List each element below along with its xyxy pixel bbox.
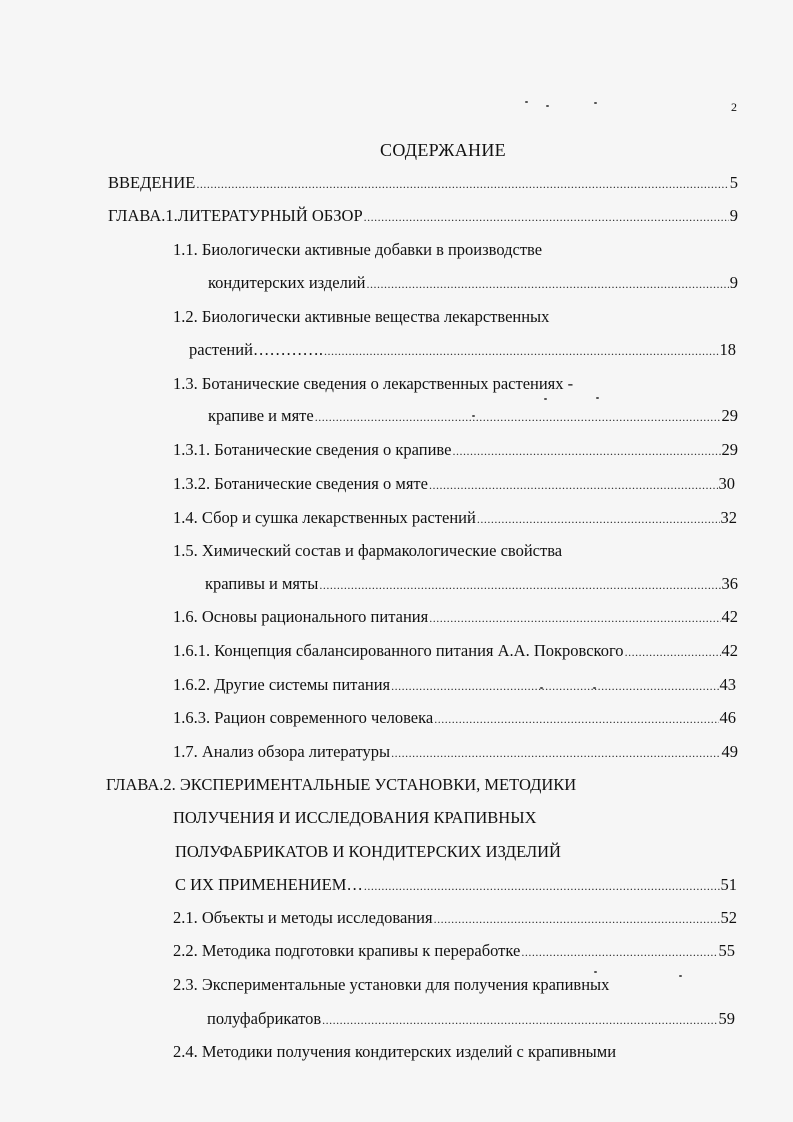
leader-dots (452, 441, 720, 461)
toc-entry-page: 9 (729, 273, 738, 292)
toc-entry-label: ГЛАВА.1.ЛИТЕРАТУРНЫЙ ОБЗОР (108, 206, 363, 225)
toc-entry-page: 46 (719, 708, 736, 727)
toc-entry-label-line: 1.2. Биологически активные вещества лекарственных (173, 307, 550, 326)
leader-dots (391, 676, 718, 696)
scan-speck (540, 687, 543, 689)
toc-entry-label-line: 1.3. Ботанические сведения о лекарственных растениях - (173, 374, 574, 393)
toc-entry[interactable] (189, 340, 736, 361)
toc-entry-page: 52 (720, 908, 737, 927)
toc-entry-label-line: ГЛАВА.2. ЭКСПЕРИМЕНТАЛЬНЫЕ УСТАНОВКИ, МЕТОДИКИ (106, 775, 577, 794)
toc-entry-page: 43 (719, 675, 736, 694)
toc-entry-page: 42 (721, 607, 738, 626)
toc-entry-page: 59 (718, 1009, 735, 1028)
leader-dots (434, 909, 720, 929)
toc-entry[interactable] (173, 708, 736, 729)
toc-entry-label: 1.6. Основы рационального питания (173, 607, 429, 626)
toc-entry-page: 18 (719, 340, 736, 359)
toc-entry[interactable] (205, 574, 738, 595)
leader-dots (429, 608, 720, 628)
leader-dots (366, 274, 728, 294)
toc-entry-label-line: 2.4. Методики получения кондитерских изделий с крапивными (173, 1042, 617, 1061)
toc-entry-label-line: ПОЛУФАБРИКАТОВ И КОНДИТЕРСКИХ ИЗДЕЛИЙ (175, 842, 561, 861)
leader-dots (477, 509, 720, 529)
toc-entry-page: 51 (720, 875, 737, 894)
scan-speck (596, 397, 599, 399)
toc-entry-page: 42 (721, 641, 738, 660)
toc-entry[interactable] (173, 607, 738, 628)
toc-entry-label: крапивы и мяты (205, 574, 319, 593)
scan-speck (546, 105, 549, 107)
toc-entry[interactable] (173, 641, 738, 662)
toc-entry[interactable] (173, 675, 736, 696)
toc-entry-page: 29 (721, 406, 738, 425)
scan-speck (544, 398, 547, 400)
leader-dots (315, 407, 721, 427)
toc-entry-page: 36 (721, 574, 738, 593)
toc-entry-page: 30 (718, 474, 735, 493)
toc-entry-label: 1.6.3. Рацион современного человека (173, 708, 434, 727)
scan-speck (594, 102, 597, 104)
toc-entry-label: 1.6.1. Концепция сбалансированного питания А.А. Покровского (173, 641, 624, 660)
toc-entry-label: 2.1. Объекты и методы исследования (173, 908, 433, 927)
leader-dots (364, 876, 720, 896)
toc-entry-label-line: ПОЛУЧЕНИЯ И ИССЛЕДОВАНИЯ КРАПИВНЫХ (173, 808, 537, 827)
leader-dots (319, 575, 720, 595)
toc-entry[interactable] (175, 875, 737, 896)
toc-entry-label: крапиве и мяте (208, 406, 314, 425)
toc-entry-label-line: 2.3. Экспериментальные установки для получения крапивных (173, 975, 610, 994)
toc-entry[interactable] (173, 908, 737, 929)
page-number: 2 (731, 100, 737, 114)
scan-speck (594, 971, 597, 973)
toc-entry[interactable] (207, 1009, 735, 1030)
toc-entry[interactable] (173, 474, 735, 495)
leader-dots (625, 642, 721, 662)
toc-entry-label: полуфабрикатов (207, 1009, 322, 1028)
toc-entry-label: 1.4. Сбор и сушка лекарственных растений (173, 508, 476, 527)
toc-entry[interactable] (108, 206, 738, 227)
leader-dots (322, 1010, 717, 1030)
toc-entry-page: 32 (720, 508, 737, 527)
scan-speck (472, 415, 475, 417)
toc-entry-label: растений…………. (189, 340, 324, 359)
toc-entry-label-line: 1.1. Биологически активные добавки в производстве (173, 240, 543, 259)
toc-entry-page: 5 (729, 173, 738, 192)
leader-dots (434, 709, 718, 729)
leader-dots (391, 743, 720, 763)
leader-dots (196, 174, 728, 194)
toc-entry-label: 1.3.2. Ботанические сведения о мяте (173, 474, 428, 493)
scan-speck (679, 975, 682, 977)
leader-dots (364, 207, 729, 227)
scan-speck (525, 101, 528, 103)
page-title: СОДЕРЖАНИЕ (380, 140, 506, 160)
toc-entry-label: 1.7. Анализ обзора литературы (173, 742, 391, 761)
toc-entry-label: ВВЕДЕНИЕ (108, 173, 196, 192)
leader-dots (324, 341, 718, 361)
leader-dots (521, 942, 717, 962)
toc-entry-label: 1.3.1. Ботанические сведения о крапиве (173, 440, 452, 459)
toc-entry[interactable] (208, 273, 738, 294)
leader-dots (429, 475, 718, 495)
toc-entry[interactable] (108, 173, 738, 194)
toc-entry-page: 49 (721, 742, 738, 761)
scan-speck (593, 687, 596, 689)
toc-entry[interactable] (173, 941, 735, 962)
toc-entry[interactable] (173, 508, 737, 529)
toc-entry-label: кондитерских изделий (208, 273, 366, 292)
toc-entry-label: 2.2. Методика подготовки крапивы к переработке (173, 941, 521, 960)
toc-entry-label: С ИХ ПРИМЕНЕНИЕМ… (175, 875, 363, 894)
toc-entry[interactable] (173, 742, 738, 763)
toc-entry-label: 1.6.2. Другие системы питания (173, 675, 391, 694)
toc-entry[interactable] (173, 440, 738, 461)
toc-entry-label-line: 1.5. Химический состав и фармакологические свойства (173, 541, 563, 560)
toc-entry-page: 9 (729, 206, 738, 225)
toc-entry-page: 29 (721, 440, 738, 459)
toc-entry-page: 55 (718, 941, 735, 960)
